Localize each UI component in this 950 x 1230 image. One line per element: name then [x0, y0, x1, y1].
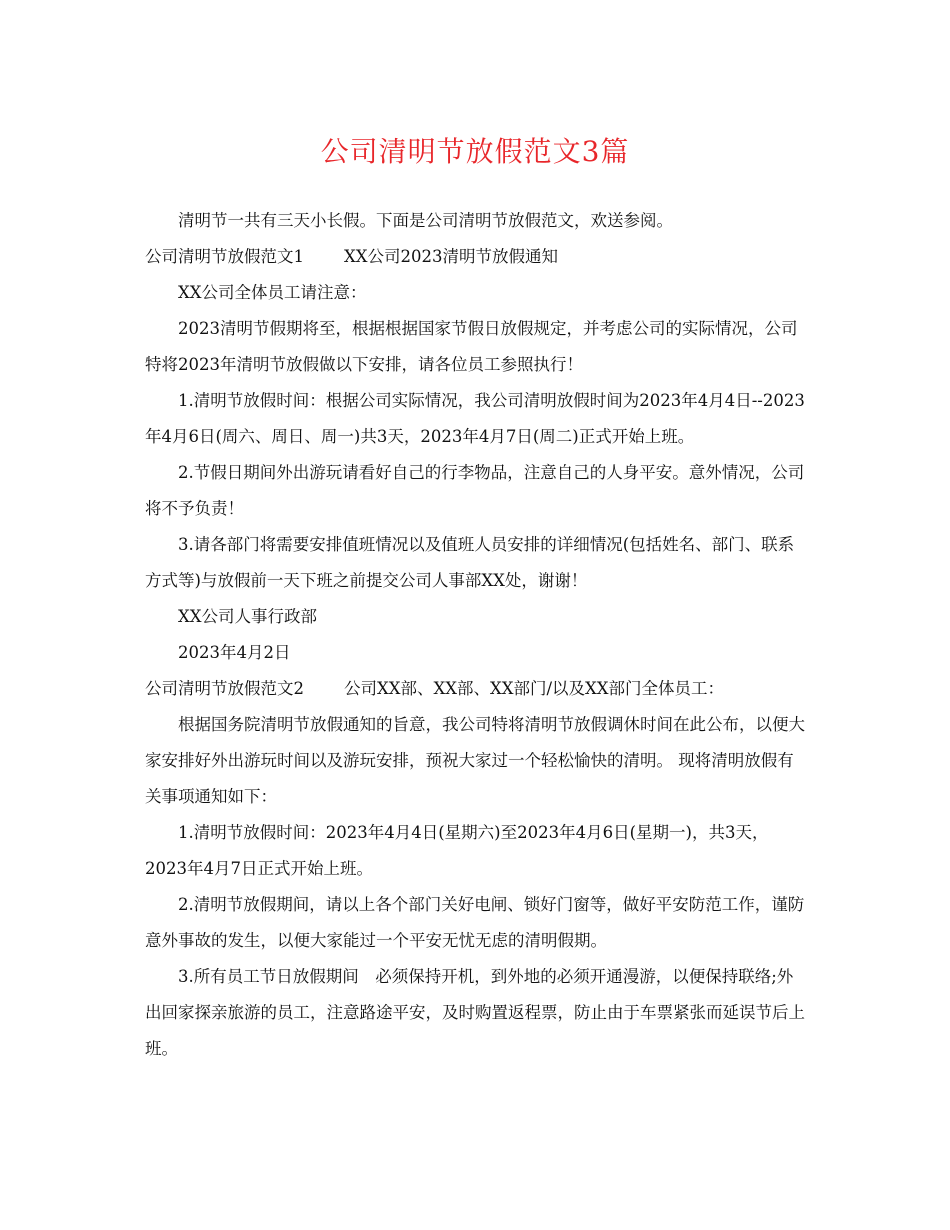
document-body [145, 203, 807, 1067]
section1-signature: XX公司人事行政部 [178, 607, 317, 626]
section1-header-line [145, 239, 807, 275]
section2-paragraph: 3.所有员工节日放假期间 必须保持开机，到外地的必须开通漫游，以便保持联络;外出回家探亲旅游的员工，注意路途平安，及时购置返程票，防止由于车票紧张而延误节后上班。 [145, 967, 805, 1058]
section2-header-line [145, 671, 807, 707]
intro-paragraph: 清明节一共有三天小长假。下面是公司清明节放假范文，欢送参阅。 [178, 211, 673, 230]
section1-paragraph: 3.请各部门将需要安排值班情况以及值班人员安排的详细情况(包括姓名、部门、联系方式等)与放假前一天下班之前提交公司人事部XX处，谢谢！ [145, 535, 795, 590]
section2-paragraph: 根据国务院清明节放假通知的旨意，我公司特将清明节放假调休时间在此公布，以便大家安排好外出游玩时间以及游玩安排，预祝大家过一个轻松愉快的清明。 现将清明放假有关事项通知如下： [145, 715, 805, 806]
section1-salutation: XX公司全体员工请注意： [178, 283, 367, 302]
section1-paragraph: 1.清明节放假时间：根据公司实际情况，我公司清明放假时间为2023年4月4日--2023年4月6日(周六、周日、周一)共3天，2023年4月7日(周二)正式开始上班。 [145, 391, 805, 446]
section1-paragraph: 2023清明节假期将至，根据根据国家节假日放假规定，并考虑公司的实际情况，公司特将2023年清明节放假做以下安排，请各位员工参照执行！ [145, 319, 798, 374]
section2-label: 公司清明节放假范文2 [145, 679, 304, 698]
section1-paragraph: 2.节假日期间外出游玩请看好自己的行李物品，注意自己的人身平安。意外情况，公司将不予负责！ [145, 463, 805, 518]
document-title: 公司清明节放假范文3篇 [320, 135, 630, 168]
section2-paragraph: 1.清明节放假时间：2023年4月4日(星期六)至2023年4月6日(星期一)，共3天，2023年4月7日正式开始上班。 [145, 823, 769, 878]
section2-paragraph: 2.清明节放假期间，请以上各个部门关好电闸、锁好门窗等，做好平安防范工作，谨防意外事故的发生，以便大家能过一个平安无忧无虑的清明假期。 [145, 895, 805, 950]
section2-heading: 公司XX部、XX部、XX部门/以及XX部门全体员工： [344, 679, 725, 698]
section1-date: 2023年4月2日 [178, 643, 291, 662]
section1-heading: XX公司2023清明节放假通知 [344, 247, 558, 266]
section1-label: 公司清明节放假范文1 [145, 247, 304, 266]
